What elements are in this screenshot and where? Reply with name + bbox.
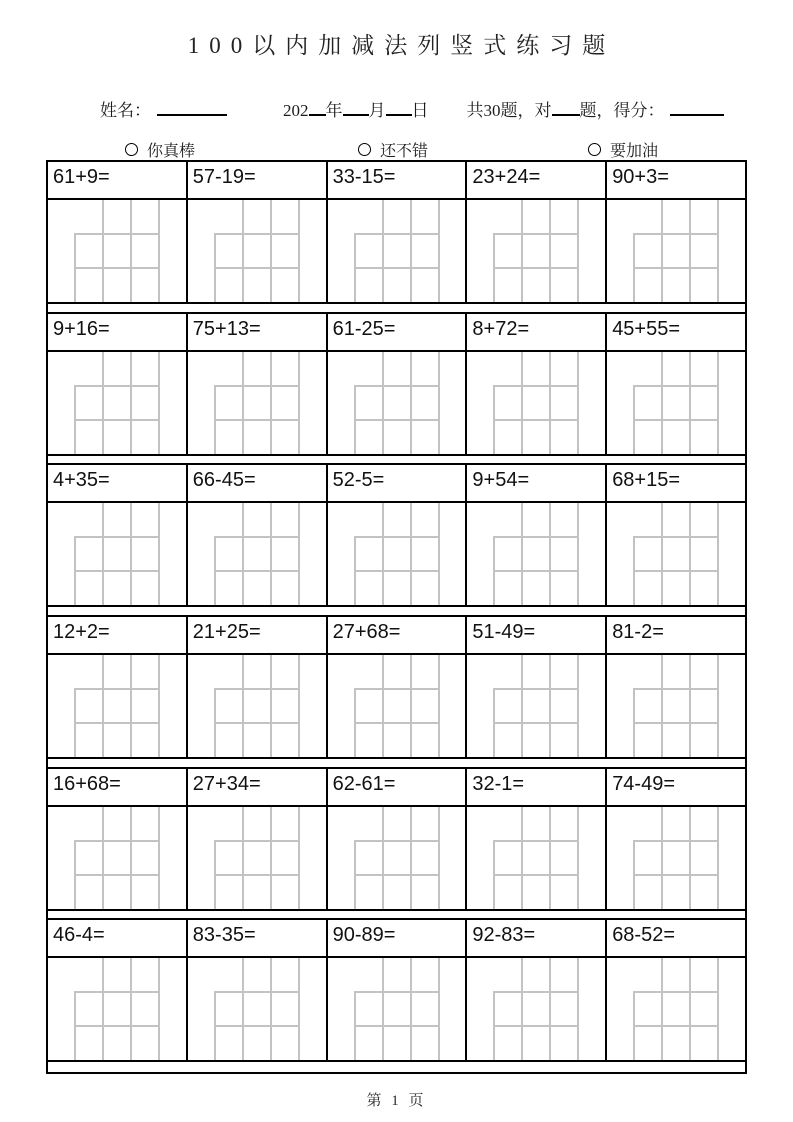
rating-option-ok [358, 138, 428, 161]
grid-line [158, 655, 160, 757]
grid-line [410, 352, 412, 454]
name-label: 姓名： [100, 101, 151, 120]
date-group [283, 101, 429, 120]
problem-label: 9+54= [467, 465, 607, 501]
problem-row-group [48, 617, 745, 769]
month-blank [343, 113, 369, 116]
grid-line [298, 352, 300, 454]
grid-line [549, 807, 551, 909]
grid-line [354, 722, 440, 724]
grid-line [354, 419, 440, 421]
grid-line [270, 503, 272, 605]
grid-line [242, 958, 244, 1060]
grid-line [633, 688, 719, 690]
problem-label: 32-1= [467, 769, 607, 805]
grid-line [74, 233, 160, 235]
problem-label: 27+68= [328, 617, 468, 653]
grid-line [74, 722, 160, 724]
grid-line [214, 991, 300, 993]
problem-label: 75+13= [188, 314, 328, 350]
problem-label: 9+16= [48, 314, 188, 350]
grid-line [493, 233, 579, 235]
year-label: 年 [325, 101, 343, 120]
problem-label: 90-89= [328, 920, 468, 956]
grid-line [549, 503, 551, 605]
grid-line [689, 503, 691, 605]
rating-options [0, 138, 793, 158]
day-blank [386, 113, 412, 116]
grid-line [354, 874, 440, 876]
problem-label: 4+35= [48, 465, 188, 501]
grid-line [242, 352, 244, 454]
grid-line [633, 233, 719, 235]
grid-line [298, 200, 300, 302]
problem-label: 81-2= [612, 621, 664, 644]
grid-line [130, 958, 132, 1060]
grid-line [130, 655, 132, 757]
grid-line [438, 958, 440, 1060]
grid-line [74, 991, 160, 993]
answer-work-grid [188, 200, 328, 302]
grid-line [354, 688, 440, 690]
rating-circle-icon [588, 143, 601, 156]
grid-line [298, 807, 300, 909]
problem-label: 8+72= [467, 314, 607, 350]
grid-line [102, 655, 104, 757]
answer-work-grid [607, 352, 745, 454]
problem-label: 33-15= [328, 162, 468, 198]
problem-label-row [48, 920, 745, 958]
answer-work-grid [467, 655, 607, 757]
grid-line [382, 958, 384, 1060]
grid-line [577, 503, 579, 605]
form-header [100, 96, 724, 121]
grid-line [633, 840, 719, 842]
grid-line [633, 385, 719, 387]
problem-row-group [48, 920, 745, 1072]
grid-line [354, 570, 440, 572]
grid-line [493, 419, 579, 421]
answer-work-grid [188, 503, 328, 605]
answer-work-grid [607, 503, 745, 605]
grid-line [214, 419, 300, 421]
work-area-row [48, 807, 745, 911]
grid-line [354, 840, 440, 842]
grid-line [242, 503, 244, 605]
grid-line [130, 503, 132, 605]
answer-work-grid [467, 503, 607, 605]
answer-work-grid [607, 807, 745, 909]
grid-line [382, 503, 384, 605]
answer-work-grid [188, 352, 328, 454]
answer-work-grid [328, 807, 468, 909]
total-count-label: 共30题，对 [466, 101, 552, 120]
grid-line [493, 688, 579, 690]
grid-line [438, 655, 440, 757]
problem-label: 62-61= [328, 769, 468, 805]
grid-line [661, 655, 663, 757]
grid-line [102, 352, 104, 454]
grid-line [298, 958, 300, 1060]
grid-line [214, 722, 300, 724]
grid-line [158, 352, 160, 454]
correct-count-blank [552, 113, 580, 116]
problem-row-group [48, 769, 745, 921]
row-separator [48, 304, 745, 314]
problem-label-row [48, 162, 745, 200]
grid-line [74, 688, 160, 690]
page-footer: 第 1 页 [366, 1093, 427, 1109]
grid-line [214, 233, 300, 235]
grid-line [410, 807, 412, 909]
grid-line [689, 200, 691, 302]
row-separator [48, 456, 745, 466]
problem-label: 27+34= [188, 769, 328, 805]
grid-line [493, 536, 579, 538]
grid-line [270, 958, 272, 1060]
grid-line [298, 655, 300, 757]
grid-line [549, 958, 551, 1060]
rating-option-great [125, 138, 195, 161]
row-separator [48, 1062, 745, 1072]
grid-line [549, 352, 551, 454]
problem-label: 90+3= [612, 166, 669, 188]
grid-line [242, 200, 244, 302]
grid-line [689, 352, 691, 454]
problem-label-row [48, 617, 745, 655]
grid-line [102, 503, 104, 605]
grid-line [633, 874, 719, 876]
answer-work-grid [467, 958, 607, 1060]
grid-line [74, 536, 160, 538]
grid-line [214, 385, 300, 387]
grid-line [521, 200, 523, 302]
rating-label: 还不错 [380, 143, 429, 160]
work-area-row [48, 503, 745, 607]
problem-label: 12+2= [48, 617, 188, 653]
grid-line [493, 570, 579, 572]
month-label: 月 [368, 101, 386, 120]
grid-line [298, 503, 300, 605]
problem-label: 61+9= [48, 162, 188, 198]
grid-line [577, 200, 579, 302]
grid-line [242, 655, 244, 757]
grid-line [521, 352, 523, 454]
answer-work-grid [48, 503, 188, 605]
problem-label: 57-19= [188, 162, 328, 198]
year-prefix: 202 [283, 101, 309, 120]
grid-line [354, 267, 440, 269]
grid-line [270, 200, 272, 302]
answer-work-grid [188, 655, 328, 757]
row-separator [48, 911, 745, 921]
problem-row-group [48, 162, 745, 314]
year-blank [309, 113, 326, 116]
problem-label: 74-49= [612, 772, 676, 795]
work-area-row [48, 200, 745, 304]
problem-label: 83-35= [188, 920, 328, 956]
problem-label: 52-5= [328, 465, 468, 501]
grid-line [410, 200, 412, 302]
grid-line [521, 958, 523, 1060]
grid-line [354, 233, 440, 235]
rating-label: 要加油 [610, 143, 659, 160]
grid-line [214, 874, 300, 876]
grid-line [438, 352, 440, 454]
score-group [467, 101, 724, 120]
grid-line [661, 352, 663, 454]
grid-line [717, 503, 719, 605]
answer-work-grid [607, 655, 745, 757]
grid-line [549, 200, 551, 302]
problem-label: 68+15= [612, 469, 681, 492]
work-area-row [48, 958, 745, 1062]
grid-line [130, 807, 132, 909]
grid-line [354, 1025, 440, 1027]
problem-label-row [48, 769, 745, 807]
answer-work-grid [48, 352, 188, 454]
answer-work-grid [607, 200, 745, 302]
grid-line [633, 722, 719, 724]
grid-line [549, 655, 551, 757]
grid-line [74, 874, 160, 876]
problem-label: 61-25= [328, 314, 468, 350]
grid-line [717, 655, 719, 757]
grid-line [717, 807, 719, 909]
answer-work-grid [607, 958, 745, 1060]
grid-line [214, 570, 300, 572]
grid-line [493, 385, 579, 387]
work-area-row [48, 655, 745, 759]
grid-line [410, 655, 412, 757]
grid-line [521, 807, 523, 909]
name-blank [157, 113, 227, 116]
grid-line [74, 1025, 160, 1027]
grid-line [214, 688, 300, 690]
grid-line [521, 655, 523, 757]
grid-line [633, 536, 719, 538]
grid-line [689, 807, 691, 909]
grid-line [521, 503, 523, 605]
row-separator [48, 759, 745, 769]
problems-table [46, 160, 747, 1074]
grid-line [214, 1025, 300, 1027]
grid-line [438, 503, 440, 605]
grid-line [354, 991, 440, 993]
problem-label: 66-45= [188, 465, 328, 501]
grid-line [74, 385, 160, 387]
page-title: 100以内加减法列竖式练习题 [187, 33, 616, 58]
grid-line [717, 958, 719, 1060]
grid-line [270, 352, 272, 454]
problem-label-row [48, 314, 745, 352]
grid-line [493, 840, 579, 842]
grid-line [577, 807, 579, 909]
grid-line [130, 200, 132, 302]
grid-line [689, 958, 691, 1060]
work-area-row [48, 352, 745, 456]
rating-circle-icon [358, 143, 371, 156]
rating-label: 你真棒 [147, 143, 196, 160]
answer-work-grid [467, 200, 607, 302]
answer-work-grid [328, 655, 468, 757]
day-label: 日 [411, 101, 429, 120]
answer-work-grid [328, 503, 468, 605]
score-blank [670, 113, 724, 116]
grid-line [661, 807, 663, 909]
grid-line [158, 807, 160, 909]
grid-line [102, 807, 104, 909]
grid-line [717, 352, 719, 454]
grid-line [270, 655, 272, 757]
grid-line [633, 267, 719, 269]
grid-line [410, 503, 412, 605]
answer-work-grid [48, 958, 188, 1060]
answer-work-grid [188, 958, 328, 1060]
grid-line [382, 200, 384, 302]
answer-work-grid [328, 352, 468, 454]
grid-line [382, 807, 384, 909]
grid-line [74, 840, 160, 842]
grid-line [214, 267, 300, 269]
answer-work-grid [188, 807, 328, 909]
answer-work-grid [467, 352, 607, 454]
grid-line [158, 200, 160, 302]
grid-line [661, 958, 663, 1060]
answer-work-grid [48, 655, 188, 757]
grid-line [577, 958, 579, 1060]
grid-line [410, 958, 412, 1060]
grid-line [74, 419, 160, 421]
problem-label: 23+24= [467, 162, 607, 198]
grid-line [354, 385, 440, 387]
problem-label: 16+68= [48, 769, 188, 805]
grid-line [689, 655, 691, 757]
grid-line [577, 655, 579, 757]
grid-line [74, 570, 160, 572]
grid-line [577, 352, 579, 454]
grid-line [214, 536, 300, 538]
grid-line [158, 958, 160, 1060]
grid-line [158, 503, 160, 605]
grid-line [633, 991, 719, 993]
grid-line [633, 1025, 719, 1027]
grid-line [214, 840, 300, 842]
answer-work-grid [328, 200, 468, 302]
grid-line [633, 570, 719, 572]
grid-line [493, 874, 579, 876]
answer-work-grid [328, 958, 468, 1060]
row-separator [48, 607, 745, 617]
score-label: 题，得分： [579, 101, 665, 120]
problem-label: 51-49= [467, 617, 607, 653]
grid-line [493, 267, 579, 269]
problem-label: 45+55= [612, 317, 681, 340]
grid-line [661, 503, 663, 605]
grid-line [661, 200, 663, 302]
answer-work-grid [467, 807, 607, 909]
rating-circle-icon [125, 143, 138, 156]
answer-work-grid [48, 200, 188, 302]
grid-line [270, 807, 272, 909]
problem-row-group [48, 314, 745, 466]
grid-line [130, 352, 132, 454]
grid-line [438, 807, 440, 909]
problem-label: 21+25= [188, 617, 328, 653]
grid-line [717, 200, 719, 302]
grid-line [74, 267, 160, 269]
grid-line [633, 419, 719, 421]
grid-line [102, 200, 104, 302]
grid-line [354, 536, 440, 538]
grid-line [382, 352, 384, 454]
problem-label-row [48, 465, 745, 503]
grid-line [102, 958, 104, 1060]
grid-line [493, 1025, 579, 1027]
grid-line [382, 655, 384, 757]
rating-option-effort [588, 138, 658, 161]
grid-line [493, 722, 579, 724]
problem-label: 92-83= [467, 920, 607, 956]
answer-work-grid [48, 807, 188, 909]
problem-row-group [48, 465, 745, 617]
grid-line [438, 200, 440, 302]
problem-label: 68-52= [612, 924, 676, 947]
grid-line [242, 807, 244, 909]
grid-line [493, 991, 579, 993]
problem-label: 46-4= [48, 920, 188, 956]
